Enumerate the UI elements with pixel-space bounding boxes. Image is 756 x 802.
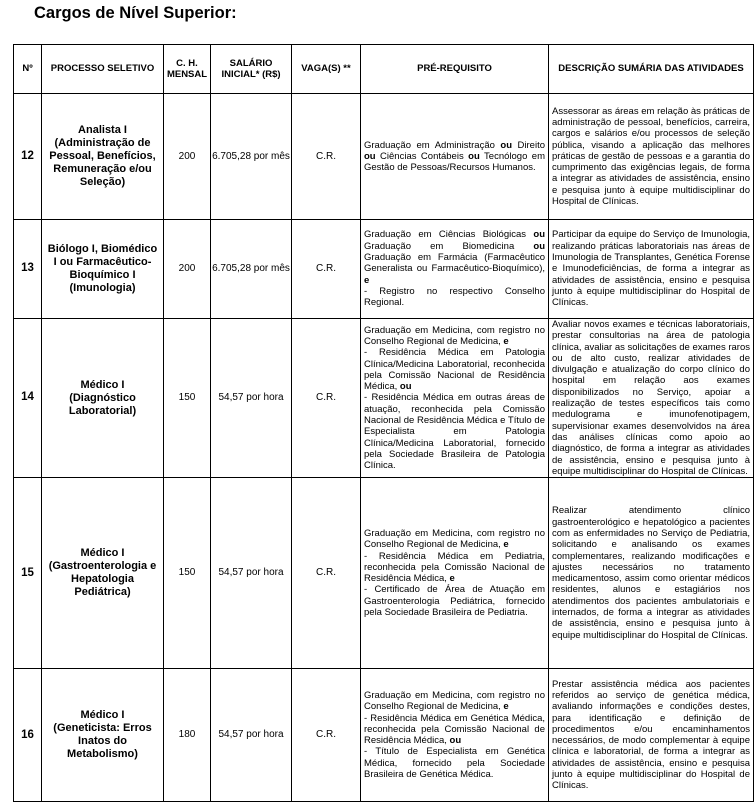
pre-requisito-cell xyxy=(361,669,549,802)
prereq-connector: ou xyxy=(533,240,545,252)
prereq-text: Graduação em Farmácia (Farmacêutico Generalista ou Farmacêutico-Bioquímico), xyxy=(364,252,545,275)
row-number: 14 xyxy=(14,319,42,478)
salario-cell: 6.705,28 por mês xyxy=(211,220,292,319)
salario-cell: 6.705,28 por mês xyxy=(211,94,292,220)
prereq-connector: ou xyxy=(533,229,545,241)
prereq-text: Graduação em Medicina, com registro no Conselho Regional de Medicina, xyxy=(364,689,545,713)
row-number: 15 xyxy=(14,478,42,669)
pre-requisito-cell xyxy=(361,478,549,669)
prereq-connector: e xyxy=(503,701,509,713)
prereq-text: - Título de Especialista em Genética Médica, fornecido pela Sociedade Brasileira de Genética Médica. xyxy=(364,746,545,781)
prereq-connector: ou xyxy=(468,150,480,162)
prereq-text: - Residência Médica em Pediatria, reconhecida pela Comissão Nacional de Residência Médica, xyxy=(364,550,545,585)
prereq-text: - Certificado de Área de Atuação em Gastroenterologia Pediátrica, fornecido pela Sociedade Brasileira de Pediatria. xyxy=(364,584,545,619)
descricao-cell: Participar da equipe do Serviço de Imunologia, realizando práticas laboratoriais nas áreas de Imunologia de Transplantes, Genética Forense e Imunodeficiências, de forma a integrar as atividades de assistência, ensino e pesquisa junto à equipe multidisciplinar do Hospital de Clínicas. xyxy=(549,220,754,319)
table-row xyxy=(14,669,754,802)
header-salario: SALÁRIO INICIAL* (R$) xyxy=(211,45,292,94)
prereq-text: - Residência Médica em Genética Médica, reconhecida pela Comissão Nacional de Residência Médica, xyxy=(364,712,545,747)
carga-horaria-cell: 200 xyxy=(164,220,211,319)
salario-cell: 54,57 por hora xyxy=(211,669,292,802)
prereq-connector: ou xyxy=(364,150,376,162)
pre-requisito-cell xyxy=(361,319,549,478)
pre-requisito-cell xyxy=(361,220,549,319)
carga-horaria-cell: 150 xyxy=(164,319,211,478)
prereq-text: - Residência Médica em Patologia Clínica/Medicina Laboratorial, reconhecida pela Comissão Nacional de Residência Médica, xyxy=(364,347,545,393)
processo-seletivo-cell: Médico I (Geneticista: Erros Inatos do Metabolismo) xyxy=(42,669,164,802)
header-processo: PROCESSO SELETIVO xyxy=(42,45,164,94)
descricao-cell: Prestar assistência médica aos pacientes referidos ao serviço de genética médica, avaliando informações e condições destes, para identificação e definição de procedimentos e/ou encaminhamentos necessários, de modo complementar à equipe clínica e laboratorial, de forma a integrar as atividades de assistência, ensino e pesquisa junto à equipe multidisciplinar do Hospital de Clínicas. xyxy=(549,669,754,802)
header-num: Nº xyxy=(14,45,42,94)
table-header-row xyxy=(14,45,754,94)
vagas-cell: C.R. xyxy=(292,478,361,669)
prereq-connector: ou xyxy=(399,381,412,393)
row-number: 12 xyxy=(14,94,42,220)
header-prereq: PRÉ-REQUISITO xyxy=(361,45,549,94)
prereq-connector: e xyxy=(503,539,509,551)
salario-cell: 54,57 por hora xyxy=(211,478,292,669)
carga-horaria-cell: 150 xyxy=(164,478,211,669)
vagas-cell: C.R. xyxy=(292,319,361,478)
carga-horaria-cell: 200 xyxy=(164,94,211,220)
processo-seletivo-cell: Médico I (Gastroenterologia e Hepatologia Pediátrica) xyxy=(42,478,164,669)
table-row xyxy=(14,478,754,669)
prereq-connector: ou xyxy=(500,139,513,151)
prereq-text: - Residência Médica em outras áreas de atuação, reconhecida pela Comissão Nacional de Residência Médica e Título de Especialista em Patologia Clínica/Medicina Laboratorial, fornecido pela Sociedade Brasileira de Patologia Clínica. xyxy=(364,392,545,472)
descricao-cell: Assessorar as áreas em relação às práticas de administração de pessoal, benefícios, carreira, cargos e salários e/ou processos de seleção pública, visando a aplicação das melhores práticas de gestão de pessoas e a garantia do cumprimento das exigências legais, de forma a integrar as atividades de assistência, ensino e pesquisa junto à equipe multidisciplinar do Hospital de Clínicas. xyxy=(549,94,754,220)
page-title: Cargos de Nível Superior: xyxy=(34,4,237,22)
prereq-text: Graduação em Biomedicina xyxy=(364,240,534,252)
salario-cell: 54,57 por hora xyxy=(211,319,292,478)
table-row xyxy=(14,319,754,478)
positions-table xyxy=(13,44,754,802)
prereq-text: Ciências Contábeis xyxy=(375,150,469,162)
prereq-text: Graduação em Ciências Biológicas xyxy=(364,229,534,241)
row-number: 13 xyxy=(14,220,42,319)
prereq-connector: e xyxy=(503,335,509,347)
vagas-cell: C.R. xyxy=(292,220,361,319)
carga-horaria-cell: 180 xyxy=(164,669,211,802)
header-descricao: DESCRIÇÃO SUMÁRIA DAS ATIVIDADES xyxy=(549,45,754,94)
prereq-connector: e xyxy=(364,274,370,286)
prereq-text: Graduação em Administração xyxy=(364,139,501,151)
prereq-text: Tecnólogo em Gestão de Pessoas/Recursos Humanos. xyxy=(364,150,545,174)
processo-seletivo-cell: Analista I (Administração de Pessoal, Benefícios, Remuneração e/ou Seleção) xyxy=(42,94,164,220)
prereq-text: Direito xyxy=(512,139,545,151)
table-row xyxy=(14,94,754,220)
row-number: 16 xyxy=(14,669,42,802)
processo-seletivo-cell: Biólogo I, Biomédico I ou Farmacêutico-Bioquímico I (Imunologia) xyxy=(42,220,164,319)
processo-seletivo-cell: Médico I (Diagnóstico Laboratorial) xyxy=(42,319,164,478)
prereq-text: - Registro no respectivo Conselho Regional. xyxy=(364,285,545,309)
header-ch: C. H. MENSAL xyxy=(164,45,211,94)
vagas-cell: C.R. xyxy=(292,669,361,802)
vagas-cell: C.R. xyxy=(292,94,361,220)
prereq-connector: ou xyxy=(449,735,462,747)
prereq-connector: e xyxy=(449,573,455,585)
descricao-cell: Avaliar novos exames e técnicas laboratoriais, prestar consultorias na área de patologia clínica, avaliar as solicitações de exames raros ou de alto custo, realizar atividades de divulgação e atualização do corpo clínico do hospital em relação aos exames disponibilizados no Serviço, apoiar a realização de testes específicos tais como medulograma e imunofenotipagem, supervisionar exames desenvolvidos na área das análises clínicas como apoio ao diagnóstico, de forma a integrar as atividades de assistência, ensino e pesquisa junto à equipe multidisciplinar do Hospital de Clínicas. xyxy=(549,319,754,478)
table-row xyxy=(14,220,754,319)
descricao-cell: Realizar atendimento clínico gastroenterológico e hepatológico a pacientes com as enfermidades no Serviço de Pediatria, solicitando e analisando os exames complementares, realizando modificações e ajustes necessários no tratamento medicamentoso, assim como orientar médicos residentes, alunos e estagiários nos atendimentos dos pacientes ambulatoriais e internados, de forma a integrar as atividades de assistência, ensino e pesquisa junto à equipe multidisciplinar do Hospital de Clínicas. xyxy=(549,478,754,669)
pre-requisito-cell xyxy=(361,94,549,220)
prereq-text: Graduação em Medicina, com registro no Conselho Regional de Medicina, xyxy=(364,527,545,551)
header-vagas: VAGA(S) ** xyxy=(292,45,361,94)
prereq-text: Graduação em Medicina, com registro no Conselho Regional de Medicina, xyxy=(364,324,545,347)
